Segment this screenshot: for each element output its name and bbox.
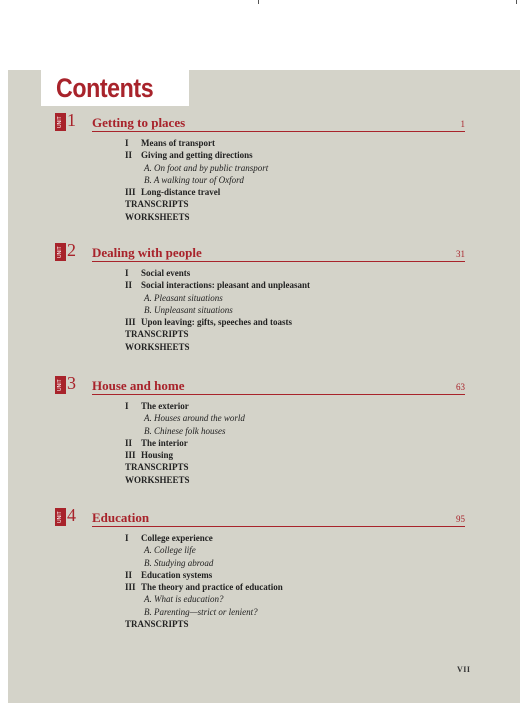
entry-list [125,400,245,486]
section-entry[interactable] [125,137,268,149]
section-entry[interactable] [125,341,310,353]
contents-page [8,70,520,703]
section-numeral: III [125,450,136,461]
section-numeral: III [125,582,136,593]
unit-tab-label: UNIT [55,508,66,526]
subsection-entry[interactable] [125,162,268,174]
subsection-entry[interactable] [125,425,245,437]
subsection-entry[interactable] [125,557,283,569]
entry-text: A. Houses around the world [144,413,245,424]
entry-text: A. Pleasant situations [144,292,223,303]
section-entry[interactable] [125,328,310,340]
subsection-entry[interactable] [125,304,310,316]
subsection-entry[interactable] [125,174,268,186]
section-entry[interactable] [125,581,283,593]
entry-text: TRANSCRIPTS [125,199,189,210]
entry-list [125,137,268,223]
entry-text: WORKSHEETS [125,474,190,485]
subsection-entry[interactable] [125,593,283,605]
entry-text: Upon leaving: gifts, speeches and toasts [141,317,293,328]
entry-text: The theory and practice of education [141,582,283,593]
section-entry[interactable] [125,461,245,473]
entry-text: Long-distance travel [141,187,221,198]
entry-text: Means of transport [141,138,215,148]
section-entry[interactable] [125,267,310,279]
crop-mark [516,0,517,4]
entry-text: Education systems [141,569,213,580]
section-entry[interactable] [125,149,268,161]
entry-text: Giving and getting directions [141,150,253,161]
unit-title[interactable]: Getting to places [92,115,186,130]
subsection-entry[interactable] [125,544,283,556]
entry-text: B. Chinese folk houses [144,425,226,436]
entry-text: B. A walking tour of Oxford [144,174,244,185]
unit-divider [92,131,465,132]
unit-page-number: 63 [456,382,465,392]
section-entry[interactable] [125,474,245,486]
section-entry[interactable] [125,316,310,328]
entry-text: B. Unpleasant situations [144,304,233,315]
section-entry[interactable] [125,279,310,291]
entry-text: College experience [141,533,213,543]
unit-number: 1 [67,110,76,130]
unit-page-number: 31 [456,249,465,259]
entry-text: WORKSHEETS [125,211,190,222]
page-title: Contents [56,73,154,103]
unit-divider [92,394,465,395]
entry-text: A. On foot and by public transport [144,162,269,173]
entry-text: TRANSCRIPTS [125,619,189,630]
section-entry[interactable] [125,618,283,630]
section-numeral: I [125,268,129,278]
entry-text: A. What is education? [144,594,224,605]
section-numeral: III [125,317,136,328]
section-entry[interactable] [125,400,245,412]
unit-number: 3 [67,373,76,393]
page-number: VII [457,665,471,674]
unit-tab-label: UNIT [55,243,66,261]
entry-text: B. Parenting—strict or lenient? [144,606,258,617]
section-numeral: II [125,150,133,161]
section-numeral: I [125,138,129,148]
unit-divider [92,526,465,527]
section-entry[interactable] [125,186,268,198]
entry-text: B. Studying abroad [144,557,214,568]
entry-text: TRANSCRIPTS [125,329,189,340]
section-entry[interactable] [125,198,268,210]
unit-divider [92,261,465,262]
section-entry[interactable] [125,437,245,449]
subsection-entry[interactable] [125,292,310,304]
entry-text: Social interactions: pleasant and unpleasant [141,280,311,291]
unit-tab-label: UNIT [55,113,66,131]
section-numeral: I [125,533,129,543]
section-entry[interactable] [125,532,283,544]
unit-title[interactable]: House and home [92,378,185,393]
section-entry[interactable] [125,449,245,461]
crop-mark [258,0,259,4]
entry-list [125,532,283,630]
unit-number: 4 [67,505,76,525]
unit-number: 2 [67,240,76,260]
unit-title[interactable]: Dealing with people [92,245,202,260]
entry-text: Social events [141,268,191,278]
unit-tab-label: UNIT [55,376,66,394]
entry-text: WORKSHEETS [125,341,190,352]
section-numeral: I [125,401,129,411]
section-numeral: II [125,280,133,291]
subsection-entry[interactable] [125,606,283,618]
entry-text: A. College life [144,545,196,556]
section-numeral: II [125,569,133,580]
entry-text: The interior [141,437,188,448]
section-entry[interactable] [125,569,283,581]
section-numeral: III [125,187,136,198]
entry-list [125,267,310,353]
entry-text: Housing [141,450,174,461]
section-entry[interactable] [125,211,268,223]
subsection-entry[interactable] [125,412,245,424]
unit-title[interactable]: Education [92,510,150,525]
unit-page-number: 95 [456,514,465,524]
unit-page-number: 1 [460,119,465,129]
section-numeral: II [125,437,133,448]
entry-text: The exterior [141,401,189,411]
entry-text: TRANSCRIPTS [125,462,189,473]
